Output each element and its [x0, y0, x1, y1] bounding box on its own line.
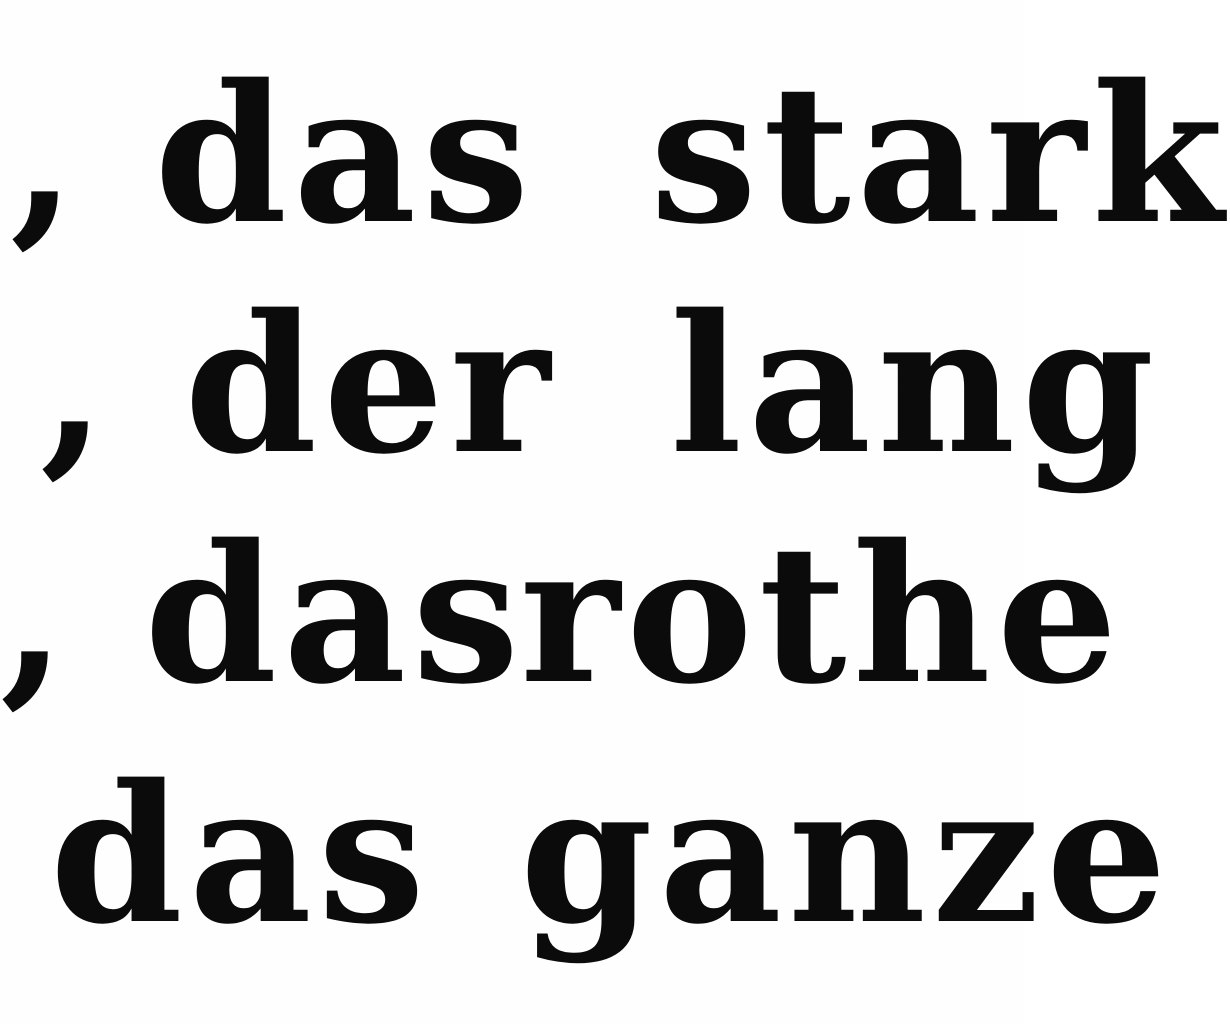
word-rothe: rothe: [520, 503, 1124, 726]
word-das: das: [154, 43, 536, 266]
comma: ,: [0, 503, 73, 726]
text-line-2: [40, 273, 1161, 496]
word-das: das: [144, 503, 526, 726]
word-das: das: [50, 743, 431, 966]
word-stark: stark: [650, 43, 1230, 266]
text-line-4: [50, 743, 1173, 966]
word-der: der: [184, 273, 557, 496]
word-ganze: ganze: [520, 743, 1173, 966]
word-lang: lang: [670, 273, 1161, 496]
text-line-1: [10, 43, 1230, 266]
comma: ,: [10, 43, 83, 266]
comma: ,: [40, 273, 113, 496]
text-line-3: [0, 503, 1124, 726]
